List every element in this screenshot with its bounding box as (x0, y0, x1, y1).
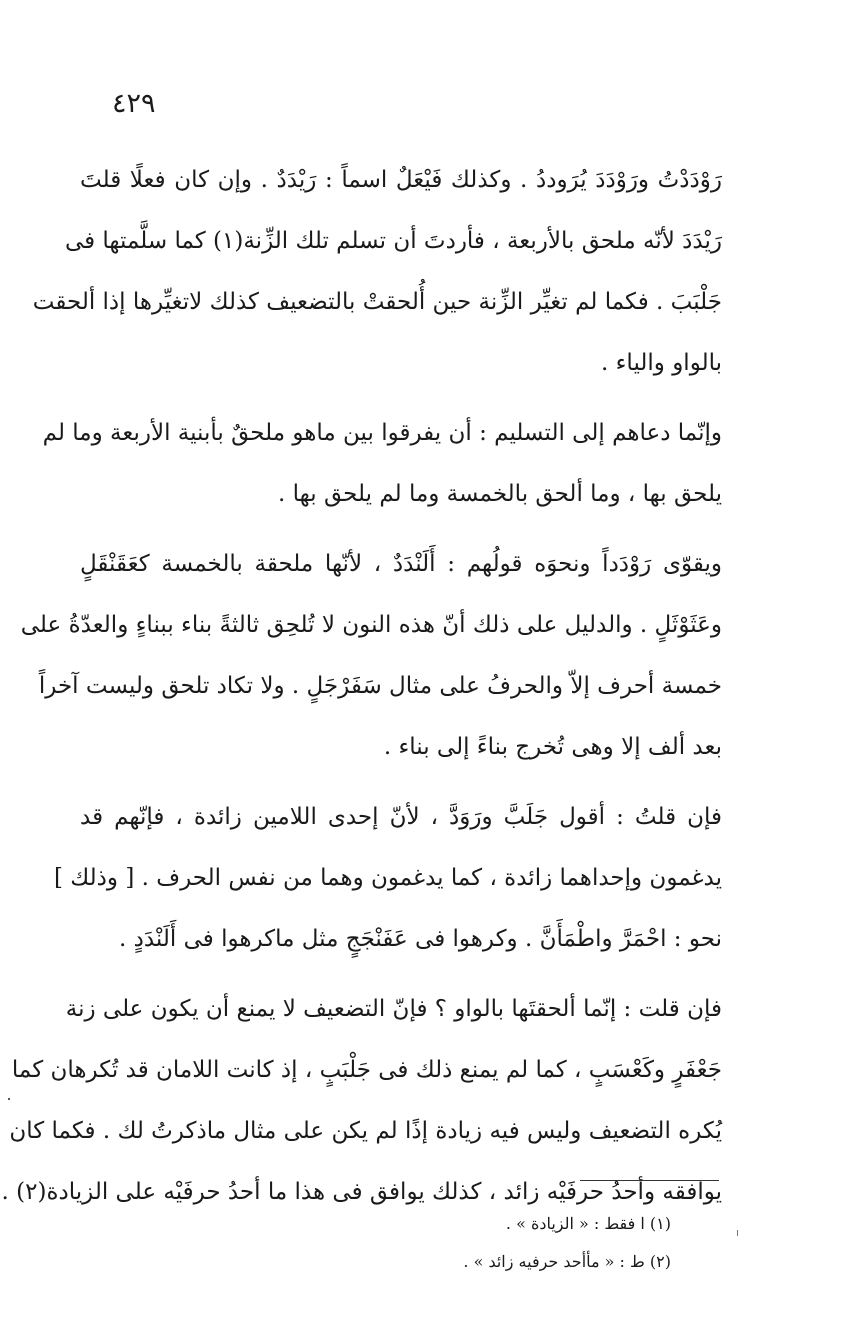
paragraph-5 (1, 979, 722, 1223)
text-line: يوافقه وأحدُ حرفَيْه زائد ، كذلك يوافق فى هذا ما أحدُ حرفَيْه على الزيادة(٢) . (1, 1179, 722, 1205)
text-line: يلحق بها ، وما ألحق بالخمسة وما لم يلحق بها . (278, 481, 722, 507)
footnote-2: (٢) ط : « مأأحد حرفيه زائد » . (463, 1252, 671, 1271)
text-line: يُكره التضعيف وليس فيه زيادة إذًا لم يكن على مثال ماذكرتُ لك . فكما كان (9, 1118, 722, 1144)
text-line: فإن قلت : إنّما ألحقتَها بالواو ؟ فإنّ التضعيف لا يمنع أن يكون على زنة (65, 996, 722, 1022)
text-line: رَوْدَدْتُ ورَوْدَدَ يُرَوددُ . وكذلك فَيْعَلٌ اسماً : رَيْدَدٌ . وإن كان فعلًا قلتَ (80, 167, 722, 193)
paragraph-3 (20, 534, 722, 778)
paragraph-4 (54, 787, 722, 970)
text-line: بالواو والياء . (601, 350, 722, 376)
page-number: ٤٢٩ (112, 88, 156, 119)
text-line: نحو : احْمَرَّ واطْمَأَنَّ . وكرهوا فى عَفَنْجَجٍ مثل ماكرهوا فى أَلَنْدَدٍ . (119, 926, 722, 952)
footnote-divider (580, 1180, 719, 1181)
text-line: بعد ألف إلا وهى تُخرج بناءً إلى بناء . (383, 734, 722, 760)
text-line: وإنّما دعاهم إلى التسليم : أن يفرقوا بين ماهو ملحقٌ بأبنية الأربعة وما لم (42, 420, 722, 446)
footnotes (251, 1205, 671, 1281)
text-line: يدغمون وإحداهما زائدة ، كما يدغمون وهما من نفس الحرف . [ وذلك ] (54, 865, 722, 891)
footnote-1: (١) ا فقط : « الزيادة » . (505, 1214, 671, 1233)
text-line: جَعْفَرٍ وكَعْسَبٍ ، كما لم يمنع ذلك فى جَلْبَبٍ ، إذ كانت اللامان قد تُكرهان كما (11, 1057, 722, 1083)
main-text (1, 150, 722, 1223)
paragraph-2 (42, 403, 722, 525)
text-line: جَلْبَبَ . فكما لم تغيِّر الزِّنة حين أُلحقتْ بالتضعيف كذلك لاتغيِّرها إذا ألحقت (32, 289, 722, 315)
text-line: خمسة أحرف إلاّ والحرفُ على مثال سَفَرْجَلٍ . ولا تكاد تلحق وليست آخراً (38, 673, 722, 699)
paragraph-1 (32, 150, 722, 394)
text-line: فإن قلتُ : أقول جَلَبَّ ورَوَدَّ ، لأنّ إحدى اللامين زائدة ، فإنّهم قد (80, 804, 722, 830)
scan-speck (737, 1230, 738, 1236)
text-line: رَيْدَدَ لأنّه ملحق بالأربعة ، فأردتَ أن تسلم تلك الزِّنة(١) كما سلَّمتها فى (64, 228, 722, 254)
text-line: ويقوّى رَوْدَداً ونحوَه قولُهم : أَلَنْدَدٌ ، لأنّها ملحقة بالخمسة كعَقَنْقَلٍ (80, 551, 722, 577)
text-line: وعَثَوْثَلٍ . والدليل على ذلك أنّ هذه النون لا تُلحِق ثالثةً بناء ببناءٍ والعدّةُ على (20, 612, 722, 638)
scan-speck (8, 1098, 10, 1100)
